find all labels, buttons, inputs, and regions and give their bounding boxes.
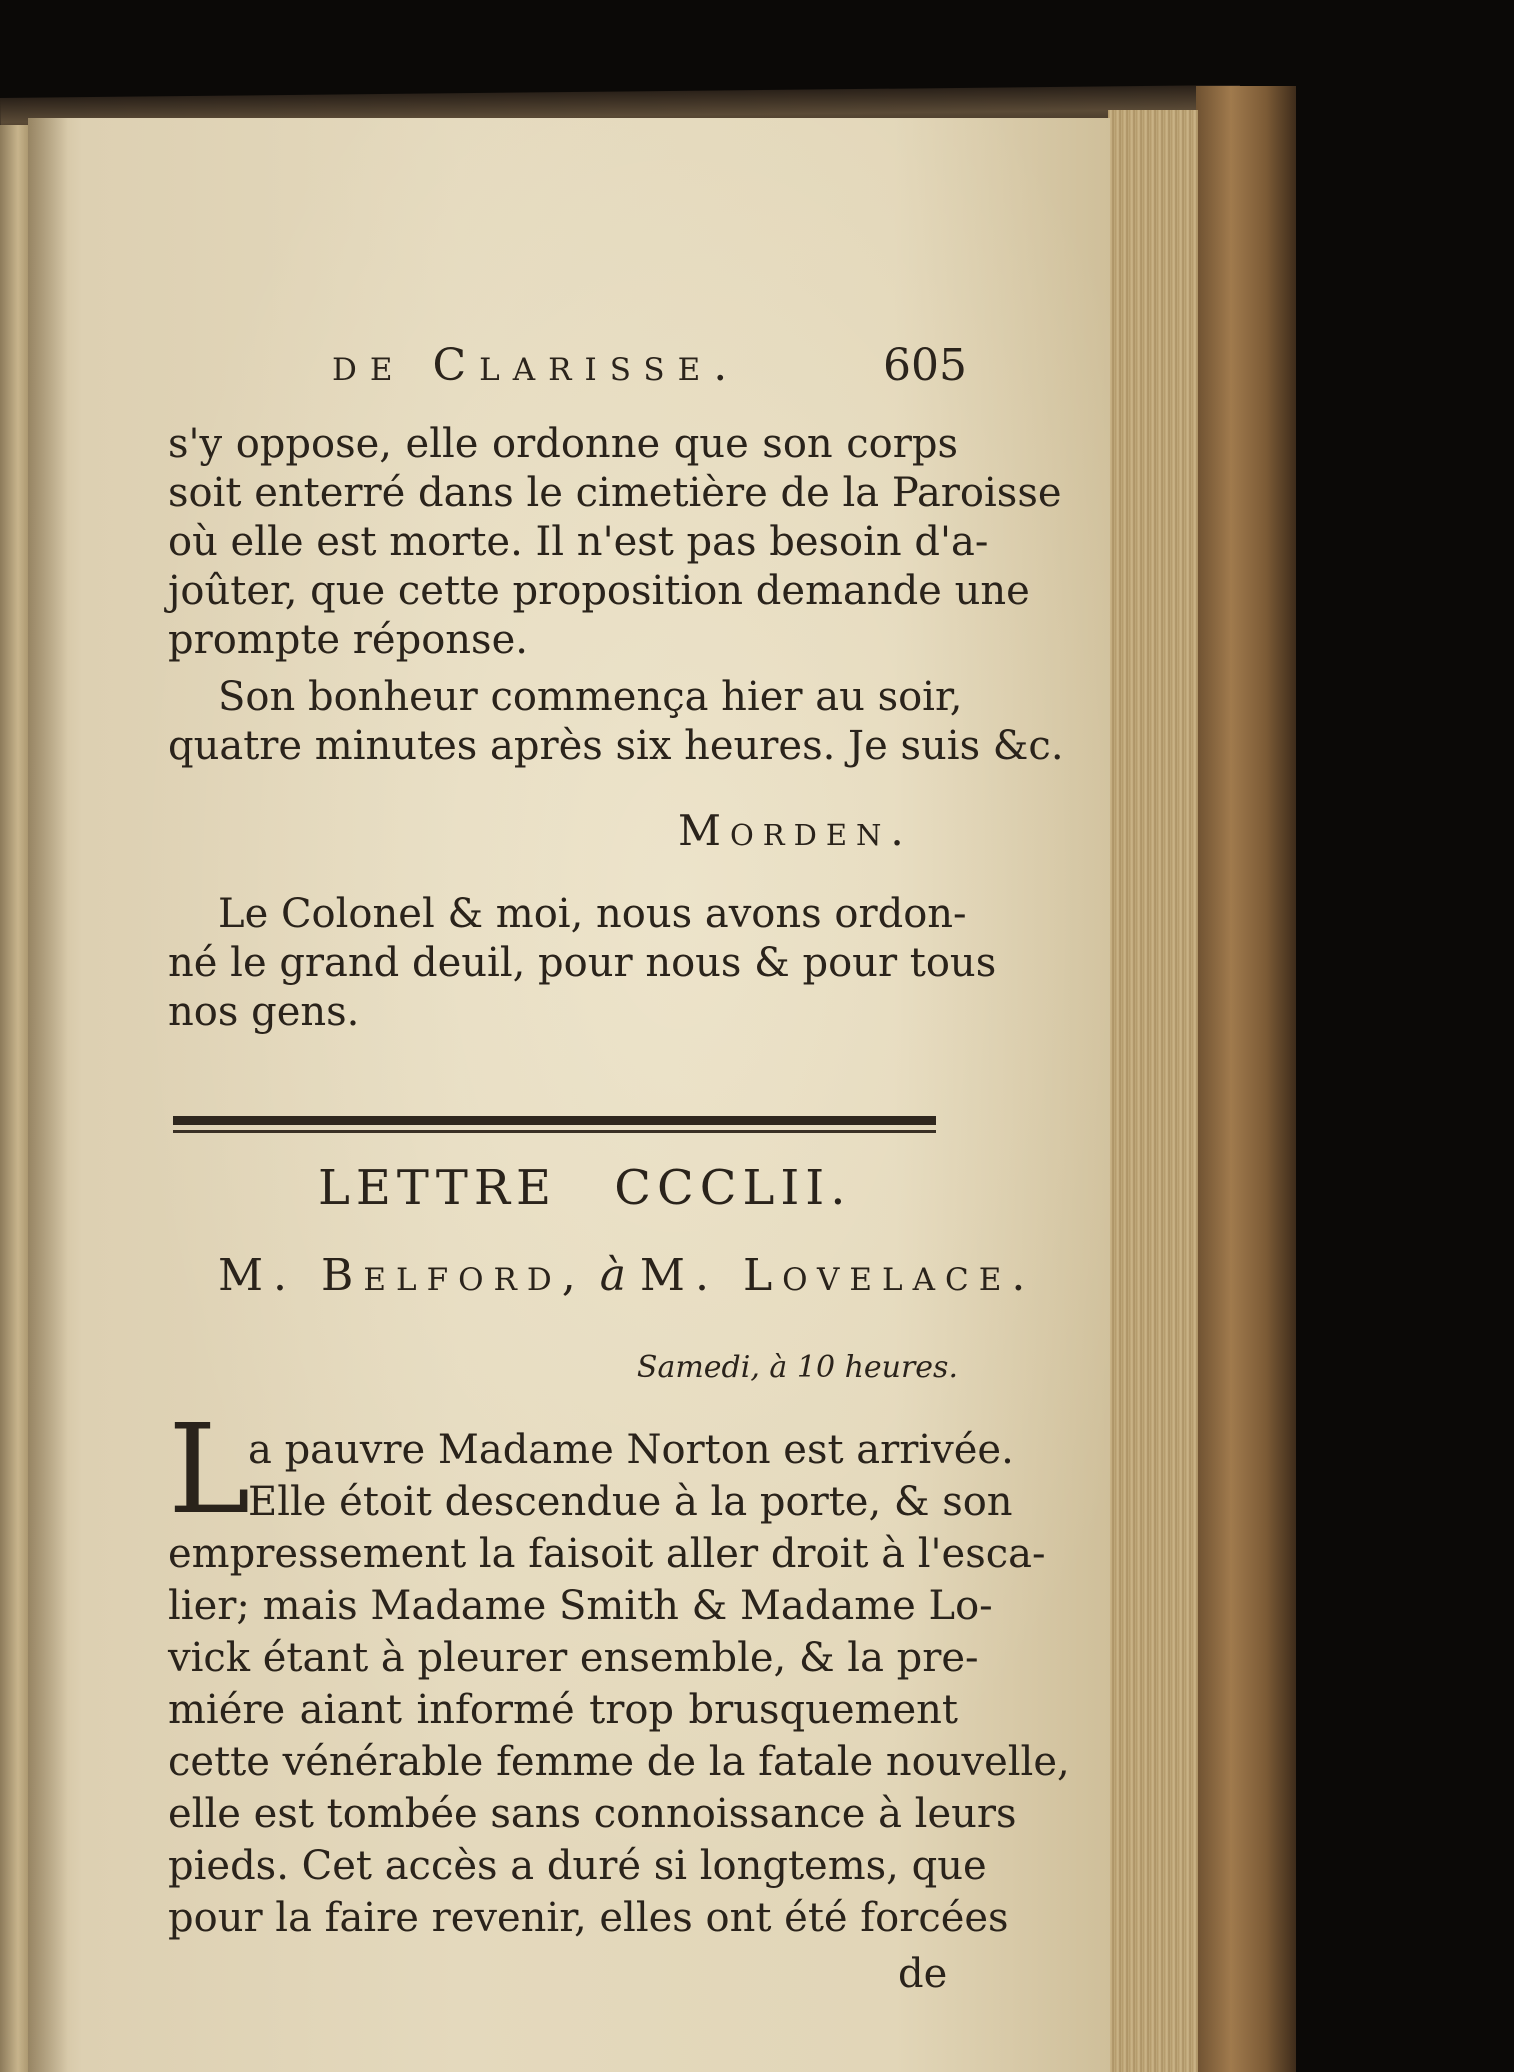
text-line: cette vénérable femme de la fatale nouvelle, <box>168 1739 1070 1785</box>
text-line: Elle étoit descendue à la porte, & son <box>248 1479 1013 1525</box>
text-line: s'y oppose, elle ordonne que son corps <box>168 421 958 467</box>
text-line: elle est tombée sans connoissance à leurs <box>168 1791 1017 1837</box>
running-head-title: de Clarisse. <box>332 340 741 391</box>
text-line: joûter, que cette proposition demande une <box>168 568 1030 614</box>
running-head <box>168 340 968 400</box>
book-page <box>28 118 1110 2072</box>
signature: Morden. <box>678 806 913 855</box>
text-line: Son bonheur commença hier au soir, <box>218 674 963 720</box>
text-line: nos gens. <box>168 989 360 1035</box>
text-line: empressement la faisoit aller droit à l'esca- <box>168 1531 1046 1577</box>
page-number: 605 <box>883 340 967 391</box>
book-cover-edge <box>1196 86 1296 2072</box>
text-line: où elle est morte. Il n'est pas besoin d'a- <box>168 519 989 565</box>
text-line: soit enterré dans le cimetière de la Paroisse <box>168 470 1062 516</box>
text-line: né le grand deuil, pour nous & pour tous <box>168 940 997 986</box>
text-line: pieds. Cet accès a duré si longtems, que <box>168 1843 987 1889</box>
text-line: pour la faire revenir, elles ont été forcées <box>168 1895 1009 1941</box>
dateline: Samedi, à 10 heures. <box>636 1350 958 1385</box>
text-line: lier; mais Madame Smith & Madame Lo- <box>168 1583 993 1629</box>
text-line: vick étant à pleurer ensemble, & la pre- <box>168 1635 979 1681</box>
section-rule-thick <box>173 1116 936 1125</box>
text-line: Le Colonel & moi, nous avons ordon- <box>218 891 967 937</box>
drop-cap: L <box>168 1398 251 1542</box>
left-page-edge <box>0 125 30 2072</box>
section-rule-thin <box>173 1130 936 1133</box>
text-line: quatre minutes après six heures. Je suis &c. <box>168 723 1064 769</box>
salutation-prep: à <box>599 1250 626 1301</box>
salutation-from: M. Belford, <box>218 1250 586 1301</box>
salutation <box>218 1250 1036 1301</box>
page-fore-edge <box>1108 110 1198 2072</box>
text-line: miére aiant informé trop brusquement <box>168 1687 958 1733</box>
gutter-shadow <box>28 118 68 2072</box>
letter-heading: LETTRE CCCLII. <box>318 1160 852 1216</box>
text-line: a pauvre Madame Norton est arrivée. <box>248 1427 1014 1473</box>
text-line: prompte réponse. <box>168 617 528 663</box>
catchword: de <box>898 1951 948 1997</box>
salutation-to: M. Lovelace. <box>639 1250 1036 1301</box>
